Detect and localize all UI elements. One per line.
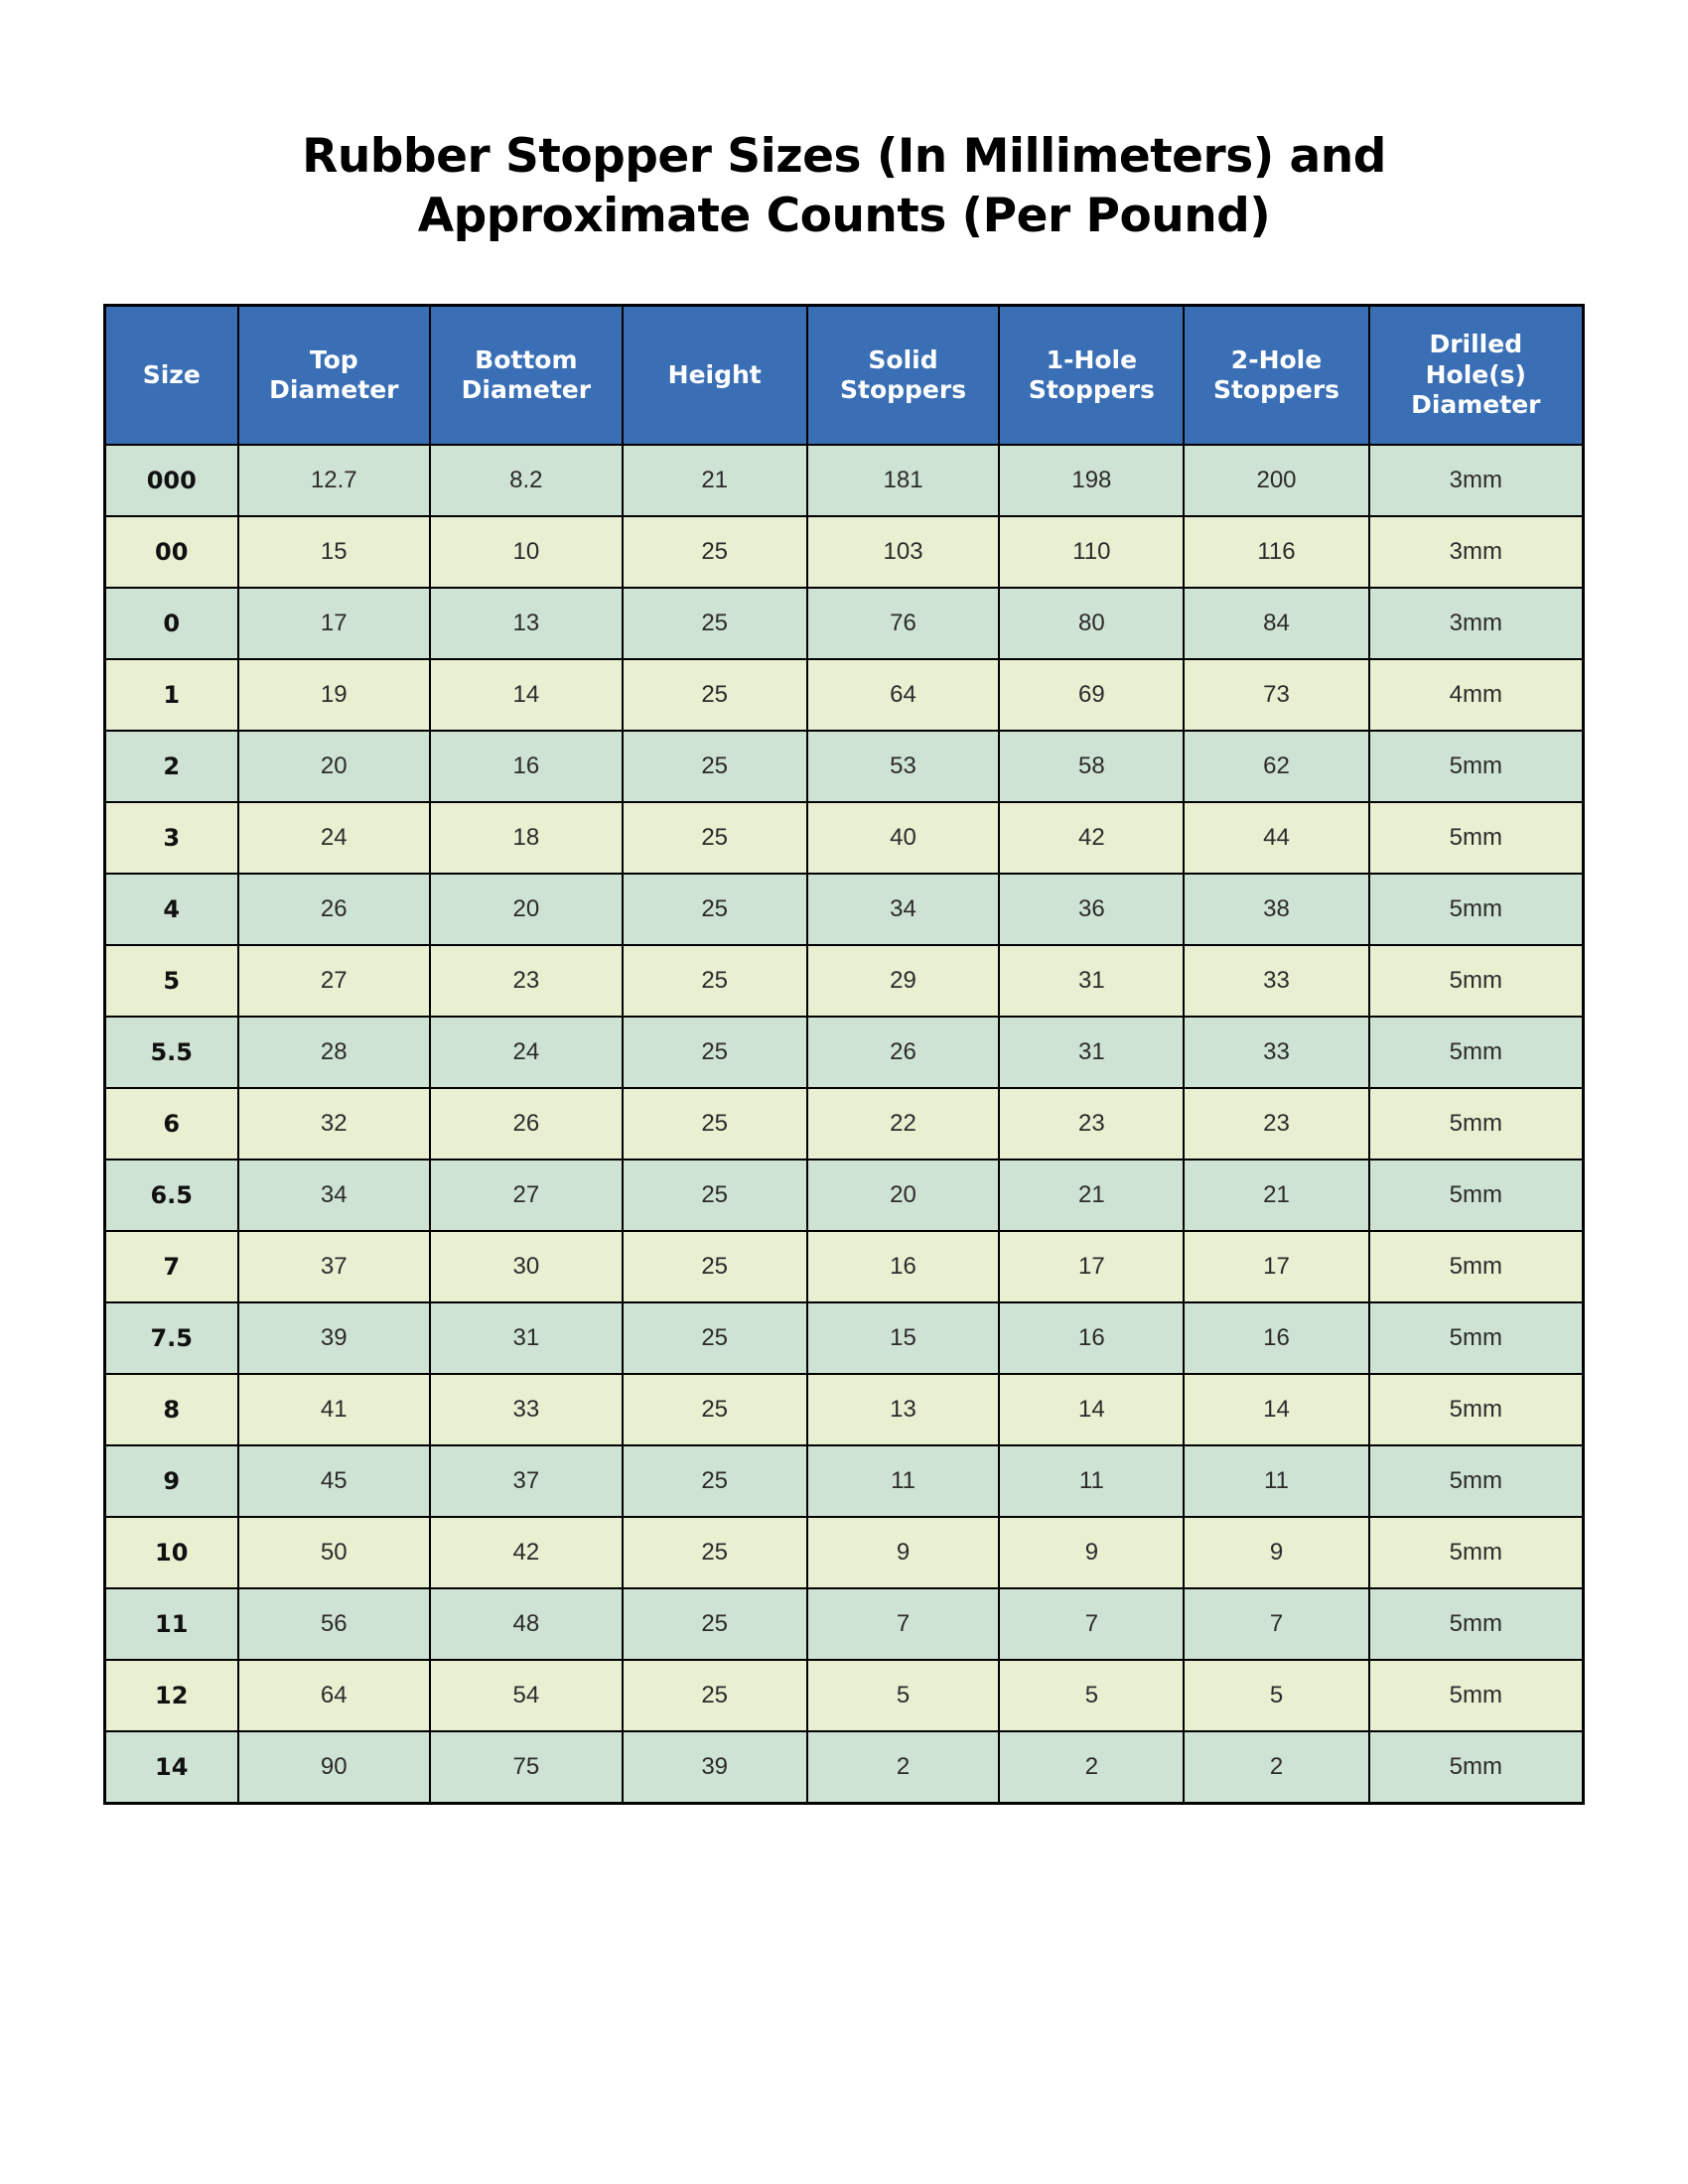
cell-height: 25: [623, 1302, 807, 1374]
cell-size: 2: [105, 731, 238, 802]
table-row: [105, 1731, 1584, 1804]
table-row: [105, 516, 1584, 588]
table-header: [105, 306, 1584, 445]
cell-size: 12: [105, 1660, 238, 1731]
cell-solid-stoppers: 15: [807, 1302, 1000, 1374]
cell-top-diameter: 15: [238, 516, 431, 588]
cell-top-diameter: 27: [238, 945, 431, 1017]
cell-solid-stoppers: 22: [807, 1088, 1000, 1160]
column-header-line: Drilled: [1429, 330, 1523, 359]
column-header-1-hole-stoppers: [999, 306, 1184, 445]
cell-top-diameter: 28: [238, 1017, 431, 1088]
cell-height: 25: [623, 1231, 807, 1302]
cell-bottom-diameter: 33: [430, 1374, 623, 1445]
cell-size: 10: [105, 1517, 238, 1588]
cell-top-diameter: 50: [238, 1517, 431, 1588]
cell-size: 000: [105, 445, 238, 516]
cell-solid-stoppers: 29: [807, 945, 1000, 1017]
cell-solid-stoppers: 9: [807, 1517, 1000, 1588]
cell-size: 7: [105, 1231, 238, 1302]
page-title-line-2: Approximate Counts (Per Pound): [417, 189, 1271, 244]
cell-bottom-diameter: 48: [430, 1588, 623, 1660]
cell-top-diameter: 34: [238, 1160, 431, 1231]
column-header-line: Stoppers: [1212, 375, 1340, 405]
table-body: [105, 445, 1584, 1804]
cell-2-hole-stoppers: 2: [1184, 1731, 1368, 1804]
column-header-line: Diameter: [1411, 390, 1541, 420]
cell-bottom-diameter: 16: [430, 731, 623, 802]
cell-solid-stoppers: 34: [807, 874, 1000, 945]
cell-solid-stoppers: 181: [807, 445, 1000, 516]
column-header-line: Top: [309, 344, 358, 374]
cell-bottom-diameter: 75: [430, 1731, 623, 1804]
cell-height: 25: [623, 1017, 807, 1088]
cell-bottom-diameter: 30: [430, 1231, 623, 1302]
cell-bottom-diameter: 26: [430, 1088, 623, 1160]
table-row: [105, 1660, 1584, 1731]
cell-1-hole-stoppers: 42: [999, 802, 1184, 874]
cell-bottom-diameter: 27: [430, 1160, 623, 1231]
cell-1-hole-stoppers: 36: [999, 874, 1184, 945]
cell-drilled-holes-diameter: 5mm: [1369, 1517, 1584, 1588]
cell-height: 25: [623, 659, 807, 731]
table-row: [105, 1588, 1584, 1660]
cell-drilled-holes-diameter: 5mm: [1369, 1231, 1584, 1302]
cell-size: 9: [105, 1445, 238, 1517]
table-row: [105, 1088, 1584, 1160]
cell-solid-stoppers: 103: [807, 516, 1000, 588]
table-row: [105, 659, 1584, 731]
cell-2-hole-stoppers: 116: [1184, 516, 1368, 588]
cell-solid-stoppers: 20: [807, 1160, 1000, 1231]
cell-1-hole-stoppers: 7: [999, 1588, 1184, 1660]
cell-top-diameter: 41: [238, 1374, 431, 1445]
cell-1-hole-stoppers: 11: [999, 1445, 1184, 1517]
cell-2-hole-stoppers: 17: [1184, 1231, 1368, 1302]
cell-drilled-holes-diameter: 5mm: [1369, 1731, 1584, 1804]
cell-size: 14: [105, 1731, 238, 1804]
table-row: [105, 874, 1584, 945]
cell-size: 7.5: [105, 1302, 238, 1374]
cell-1-hole-stoppers: 9: [999, 1517, 1184, 1588]
cell-2-hole-stoppers: 9: [1184, 1517, 1368, 1588]
table-container: [103, 304, 1585, 1805]
cell-top-diameter: 12.7: [238, 445, 431, 516]
cell-2-hole-stoppers: 16: [1184, 1302, 1368, 1374]
table-row: [105, 945, 1584, 1017]
cell-size: 5: [105, 945, 238, 1017]
cell-drilled-holes-diameter: 5mm: [1369, 874, 1584, 945]
cell-drilled-holes-diameter: 5mm: [1369, 1088, 1584, 1160]
table-row: [105, 588, 1584, 659]
cell-height: 25: [623, 802, 807, 874]
cell-size: 11: [105, 1588, 238, 1660]
cell-1-hole-stoppers: 17: [999, 1231, 1184, 1302]
cell-solid-stoppers: 13: [807, 1374, 1000, 1445]
cell-height: 25: [623, 1160, 807, 1231]
column-header-height: [623, 306, 807, 445]
cell-solid-stoppers: 2: [807, 1731, 1000, 1804]
column-header-2-hole-stoppers: [1184, 306, 1368, 445]
column-header-line: Size: [142, 359, 201, 389]
cell-drilled-holes-diameter: 5mm: [1369, 1302, 1584, 1374]
cell-top-diameter: 64: [238, 1660, 431, 1731]
cell-2-hole-stoppers: 11: [1184, 1445, 1368, 1517]
cell-2-hole-stoppers: 84: [1184, 588, 1368, 659]
column-header-top-diameter: [238, 306, 431, 445]
cell-drilled-holes-diameter: 3mm: [1369, 516, 1584, 588]
cell-1-hole-stoppers: 110: [999, 516, 1184, 588]
cell-bottom-diameter: 18: [430, 802, 623, 874]
table-row: [105, 1445, 1584, 1517]
cell-2-hole-stoppers: 5: [1184, 1660, 1368, 1731]
cell-size: 1: [105, 659, 238, 731]
cell-2-hole-stoppers: 62: [1184, 731, 1368, 802]
cell-1-hole-stoppers: 2: [999, 1731, 1184, 1804]
cell-height: 21: [623, 445, 807, 516]
cell-solid-stoppers: 76: [807, 588, 1000, 659]
cell-height: 25: [623, 516, 807, 588]
table-row: [105, 1374, 1584, 1445]
cell-1-hole-stoppers: 69: [999, 659, 1184, 731]
table-row: [105, 802, 1584, 874]
table-row: [105, 1231, 1584, 1302]
cell-height: 39: [623, 1731, 807, 1804]
cell-drilled-holes-diameter: 5mm: [1369, 731, 1584, 802]
cell-2-hole-stoppers: 7: [1184, 1588, 1368, 1660]
column-header-line: 1-Hole: [1046, 344, 1138, 374]
cell-1-hole-stoppers: 198: [999, 445, 1184, 516]
cell-solid-stoppers: 11: [807, 1445, 1000, 1517]
cell-top-diameter: 32: [238, 1088, 431, 1160]
cell-bottom-diameter: 14: [430, 659, 623, 731]
cell-drilled-holes-diameter: 5mm: [1369, 1445, 1584, 1517]
page-title: [0, 0, 1688, 246]
cell-bottom-diameter: 31: [430, 1302, 623, 1374]
table-row: [105, 1517, 1584, 1588]
cell-size: 00: [105, 516, 238, 588]
cell-height: 25: [623, 588, 807, 659]
cell-2-hole-stoppers: 200: [1184, 445, 1368, 516]
cell-top-diameter: 24: [238, 802, 431, 874]
cell-2-hole-stoppers: 73: [1184, 659, 1368, 731]
cell-bottom-diameter: 42: [430, 1517, 623, 1588]
cell-size: 3: [105, 802, 238, 874]
cell-height: 25: [623, 1660, 807, 1731]
cell-1-hole-stoppers: 23: [999, 1088, 1184, 1160]
column-header-bottom-diameter: [430, 306, 623, 445]
cell-2-hole-stoppers: 14: [1184, 1374, 1368, 1445]
cell-solid-stoppers: 64: [807, 659, 1000, 731]
column-header-line: Height: [667, 359, 762, 389]
table-header-row: [105, 306, 1584, 445]
cell-2-hole-stoppers: 33: [1184, 945, 1368, 1017]
cell-drilled-holes-diameter: 5mm: [1369, 1660, 1584, 1731]
cell-2-hole-stoppers: 33: [1184, 1017, 1368, 1088]
cell-1-hole-stoppers: 5: [999, 1660, 1184, 1731]
cell-2-hole-stoppers: 38: [1184, 874, 1368, 945]
cell-bottom-diameter: 20: [430, 874, 623, 945]
cell-top-diameter: 39: [238, 1302, 431, 1374]
cell-top-diameter: 56: [238, 1588, 431, 1660]
cell-2-hole-stoppers: 44: [1184, 802, 1368, 874]
cell-bottom-diameter: 54: [430, 1660, 623, 1731]
cell-size: 0: [105, 588, 238, 659]
rubber-stopper-size-table: [103, 304, 1585, 1805]
cell-1-hole-stoppers: 31: [999, 1017, 1184, 1088]
cell-drilled-holes-diameter: 5mm: [1369, 802, 1584, 874]
cell-drilled-holes-diameter: 3mm: [1369, 445, 1584, 516]
cell-size: 6: [105, 1088, 238, 1160]
cell-1-hole-stoppers: 31: [999, 945, 1184, 1017]
cell-bottom-diameter: 8.2: [430, 445, 623, 516]
cell-top-diameter: 90: [238, 1731, 431, 1804]
table-row: [105, 1160, 1584, 1231]
cell-drilled-holes-diameter: 5mm: [1369, 1374, 1584, 1445]
cell-drilled-holes-diameter: 5mm: [1369, 1588, 1584, 1660]
cell-solid-stoppers: 26: [807, 1017, 1000, 1088]
column-header-line: Diameter: [269, 375, 399, 405]
cell-solid-stoppers: 53: [807, 731, 1000, 802]
cell-height: 25: [623, 1445, 807, 1517]
cell-1-hole-stoppers: 58: [999, 731, 1184, 802]
table-row: [105, 1017, 1584, 1088]
column-header-line: Bottom: [475, 344, 578, 374]
table-row: [105, 1302, 1584, 1374]
column-header-line: Stoppers: [1028, 375, 1155, 405]
column-header-solid-stoppers: [807, 306, 1000, 445]
cell-bottom-diameter: 24: [430, 1017, 623, 1088]
cell-height: 25: [623, 874, 807, 945]
cell-top-diameter: 45: [238, 1445, 431, 1517]
cell-drilled-holes-diameter: 4mm: [1369, 659, 1584, 731]
cell-size: 6.5: [105, 1160, 238, 1231]
cell-drilled-holes-diameter: 3mm: [1369, 588, 1584, 659]
column-header-line: 2-Hole: [1230, 344, 1323, 374]
cell-2-hole-stoppers: 21: [1184, 1160, 1368, 1231]
cell-size: 4: [105, 874, 238, 945]
cell-top-diameter: 17: [238, 588, 431, 659]
cell-top-diameter: 20: [238, 731, 431, 802]
column-header-line: Stoppers: [839, 375, 967, 405]
cell-1-hole-stoppers: 80: [999, 588, 1184, 659]
cell-bottom-diameter: 37: [430, 1445, 623, 1517]
cell-drilled-holes-diameter: 5mm: [1369, 1017, 1584, 1088]
table-row: [105, 731, 1584, 802]
column-header-line: Diameter: [461, 375, 592, 405]
column-header-line: Hole(s): [1425, 359, 1526, 389]
cell-solid-stoppers: 16: [807, 1231, 1000, 1302]
cell-solid-stoppers: 40: [807, 802, 1000, 874]
cell-top-diameter: 19: [238, 659, 431, 731]
cell-size: 8: [105, 1374, 238, 1445]
table-row: [105, 445, 1584, 516]
cell-height: 25: [623, 1088, 807, 1160]
cell-1-hole-stoppers: 21: [999, 1160, 1184, 1231]
cell-drilled-holes-diameter: 5mm: [1369, 945, 1584, 1017]
cell-bottom-diameter: 10: [430, 516, 623, 588]
cell-bottom-diameter: 23: [430, 945, 623, 1017]
cell-solid-stoppers: 5: [807, 1660, 1000, 1731]
cell-height: 25: [623, 1588, 807, 1660]
cell-drilled-holes-diameter: 5mm: [1369, 1160, 1584, 1231]
cell-top-diameter: 37: [238, 1231, 431, 1302]
column-header-line: Solid: [868, 344, 938, 374]
cell-2-hole-stoppers: 23: [1184, 1088, 1368, 1160]
cell-solid-stoppers: 7: [807, 1588, 1000, 1660]
cell-height: 25: [623, 731, 807, 802]
column-header-drilled-hole-s-diameter: [1369, 306, 1584, 445]
cell-bottom-diameter: 13: [430, 588, 623, 659]
cell-size: 5.5: [105, 1017, 238, 1088]
cell-1-hole-stoppers: 14: [999, 1374, 1184, 1445]
cell-height: 25: [623, 945, 807, 1017]
page-title-line-1: Rubber Stopper Sizes (In Millimeters) and: [302, 129, 1386, 184]
column-header-size: [105, 306, 238, 445]
cell-top-diameter: 26: [238, 874, 431, 945]
cell-height: 25: [623, 1517, 807, 1588]
cell-height: 25: [623, 1374, 807, 1445]
cell-1-hole-stoppers: 16: [999, 1302, 1184, 1374]
